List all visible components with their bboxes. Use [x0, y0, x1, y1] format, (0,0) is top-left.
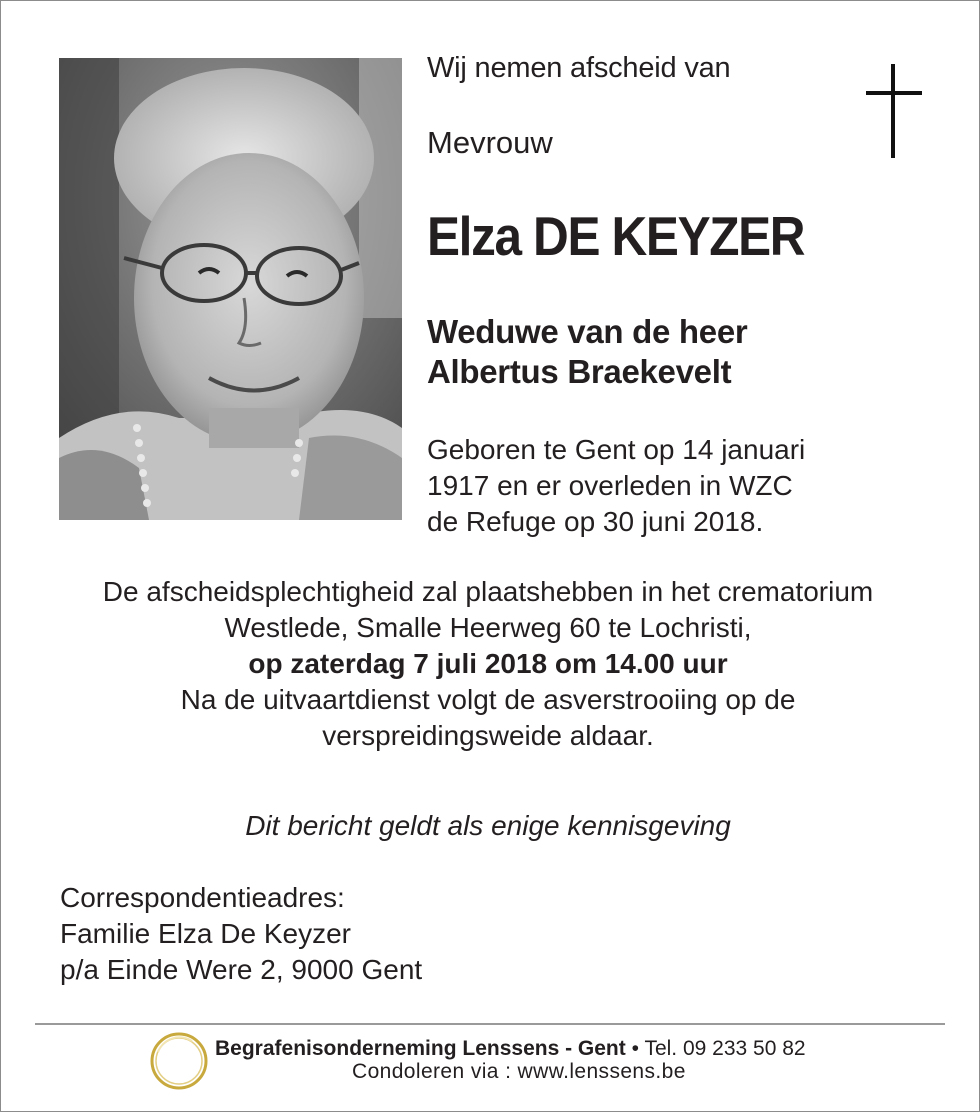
birth-line-3: de Refuge op 30 juni 2018.: [427, 506, 764, 537]
birth-line-1: Geboren te Gent op 14 januari: [427, 434, 806, 465]
cross-icon: [866, 64, 922, 158]
ceremony-line-4: Na de uitvaartdienst volgt de asverstrooiing op de: [180, 684, 796, 715]
ceremony-date: op zaterdag 7 juli 2018 om 14.00 uur: [248, 648, 728, 679]
honorific: Mevrouw: [427, 125, 553, 160]
footer-divider: [35, 1023, 945, 1025]
condolences-line: Condoleren via : www.lenssens.be: [352, 1060, 686, 1083]
correspondence-family: Familie Elza De Keyzer: [60, 918, 351, 949]
deceased-name: Elza DE KEYZER: [427, 205, 805, 267]
widow-of: [427, 312, 747, 392]
portrait-photo: [59, 58, 402, 520]
ceremony-details: [0, 574, 976, 754]
widow-line-1: Weduwe van de heer: [427, 313, 748, 350]
funeral-home-name: Begrafenisonderneming Lenssens - Gent: [215, 1037, 626, 1060]
footer-separator: •: [631, 1037, 639, 1060]
ceremony-line-5: verspreidingsweide aldaar.: [322, 720, 654, 751]
ceremony-line-1: De afscheidsplechtigheid zal plaatshebben in het crematorium: [102, 576, 874, 607]
gold-ring-logo: [148, 1030, 210, 1092]
birth-death-info: [427, 432, 805, 540]
funeral-home-phone: Tel. 09 233 50 82: [644, 1037, 806, 1060]
correspondence-street: p/a Einde Were 2, 9000 Gent: [60, 954, 423, 985]
correspondence-label: Correspondentieadres:: [60, 882, 345, 913]
birth-line-2: 1917 en er overleden in WZC: [427, 470, 793, 501]
intro-text: Wij nemen afscheid van: [427, 52, 731, 84]
widow-line-2: Albertus Braekevelt: [427, 353, 732, 390]
ceremony-line-2: Westlede, Smalle Heerweg 60 te Lochristi,: [224, 612, 752, 643]
funeral-home-line: [215, 1037, 806, 1061]
only-notice-text: Dit bericht geldt als enige kennisgeving: [245, 810, 731, 841]
correspondence-address: [60, 880, 422, 988]
